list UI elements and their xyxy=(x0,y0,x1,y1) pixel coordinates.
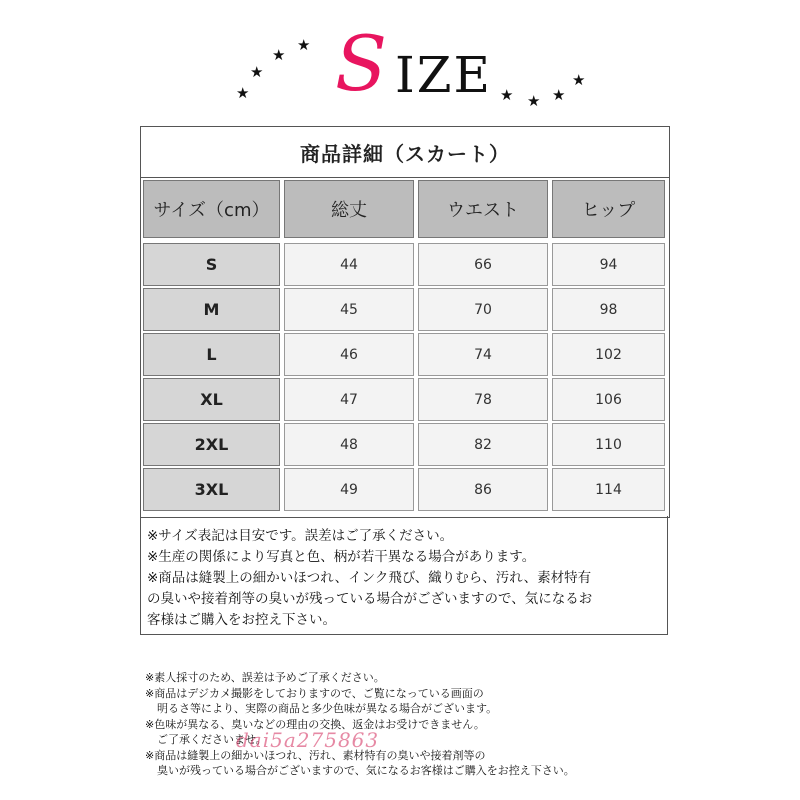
column-header: サイズ（cm） xyxy=(143,180,280,238)
measurement-cell: 74 xyxy=(418,333,548,376)
note-line: ※生産の関係により写真と色、柄が若干異なる場合があります。 xyxy=(147,549,536,565)
measurement-cell: 114 xyxy=(552,468,665,511)
column-header: ヒップ xyxy=(552,180,665,238)
measurement-cell: 70 xyxy=(418,288,548,331)
size-label: M xyxy=(143,288,280,331)
measurement-cell: 66 xyxy=(418,243,548,286)
size-label: 2XL xyxy=(143,423,280,466)
measurement-cell: 49 xyxy=(284,468,414,511)
footer-line: ※色味が異なる、臭いなどの理由の交換、返金はお受けできません。 xyxy=(145,717,485,731)
star-icon: ★ xyxy=(527,92,541,110)
size-label: S xyxy=(143,243,280,286)
size-label: L xyxy=(143,333,280,376)
title-text: IZE xyxy=(395,46,492,104)
measurement-cell: 78 xyxy=(418,378,548,421)
star-icon: ★ xyxy=(500,86,514,104)
column-header: ウエスト xyxy=(418,180,548,238)
measurement-cell: 110 xyxy=(552,423,665,466)
footer-line: 明るさ等により、実際の商品と多少色味が異なる場合がございます。 xyxy=(157,702,498,715)
star-icon: ★ xyxy=(250,63,264,81)
star-icon: ★ xyxy=(572,71,586,89)
title-accent-letter: S xyxy=(335,19,388,108)
note-line: ※商品は縫製上の細かいほつれ、インク飛び、織りむら、汚れ、素材特有 xyxy=(147,570,592,586)
star-icon: ★ xyxy=(236,84,250,102)
footer-line: ご了承くださいませ。 xyxy=(157,733,267,746)
size-title xyxy=(0,20,800,120)
notes-box xyxy=(140,516,668,635)
star-icon: ★ xyxy=(272,46,286,64)
measurement-cell: 86 xyxy=(418,468,548,511)
size-table xyxy=(140,126,670,518)
measurement-cell: 45 xyxy=(284,288,414,331)
footer-line: ※素人採寸のため、誤差は予めご了承ください。 xyxy=(145,671,385,684)
size-label: 3XL xyxy=(143,468,280,511)
measurement-cell: 82 xyxy=(418,423,548,466)
note-line: の臭いや接着剤等の臭いが残っている場合がございますので、気になるお xyxy=(147,591,593,607)
measurement-cell: 106 xyxy=(552,378,665,421)
measurement-cell: 46 xyxy=(284,333,414,376)
measurement-cell: 47 xyxy=(284,378,414,421)
footer-notes xyxy=(145,670,665,779)
star-icon: ★ xyxy=(552,86,566,104)
measurement-cell: 98 xyxy=(552,288,665,331)
measurement-cell: 48 xyxy=(284,423,414,466)
table-header: 商品詳細（スカート） xyxy=(141,127,669,178)
footer-line: ※商品はデジカメ撮影をしておりますので、ご覧になっている画面の xyxy=(145,686,484,700)
watermark-text: dai5a275863 xyxy=(236,728,380,752)
size-label: XL xyxy=(143,378,280,421)
star-icon: ★ xyxy=(297,36,311,54)
footer-line: ※商品は縫製上の細かいほつれ、汚れ、素材特有の臭いや接着剤等の xyxy=(145,748,486,762)
footer-line: 臭いが残っている場合がございますので、気になるお客様はご購入をお控え下さい。 xyxy=(157,764,575,777)
note-line: ※サイズ表記は目安です。誤差はご了承ください。 xyxy=(147,528,454,544)
measurement-cell: 44 xyxy=(284,243,414,286)
measurement-cell: 102 xyxy=(552,333,665,376)
measurement-cell: 94 xyxy=(552,243,665,286)
note-line: 客様はご購入をお控え下さい。 xyxy=(147,612,336,628)
column-header: 総丈 xyxy=(284,180,414,238)
